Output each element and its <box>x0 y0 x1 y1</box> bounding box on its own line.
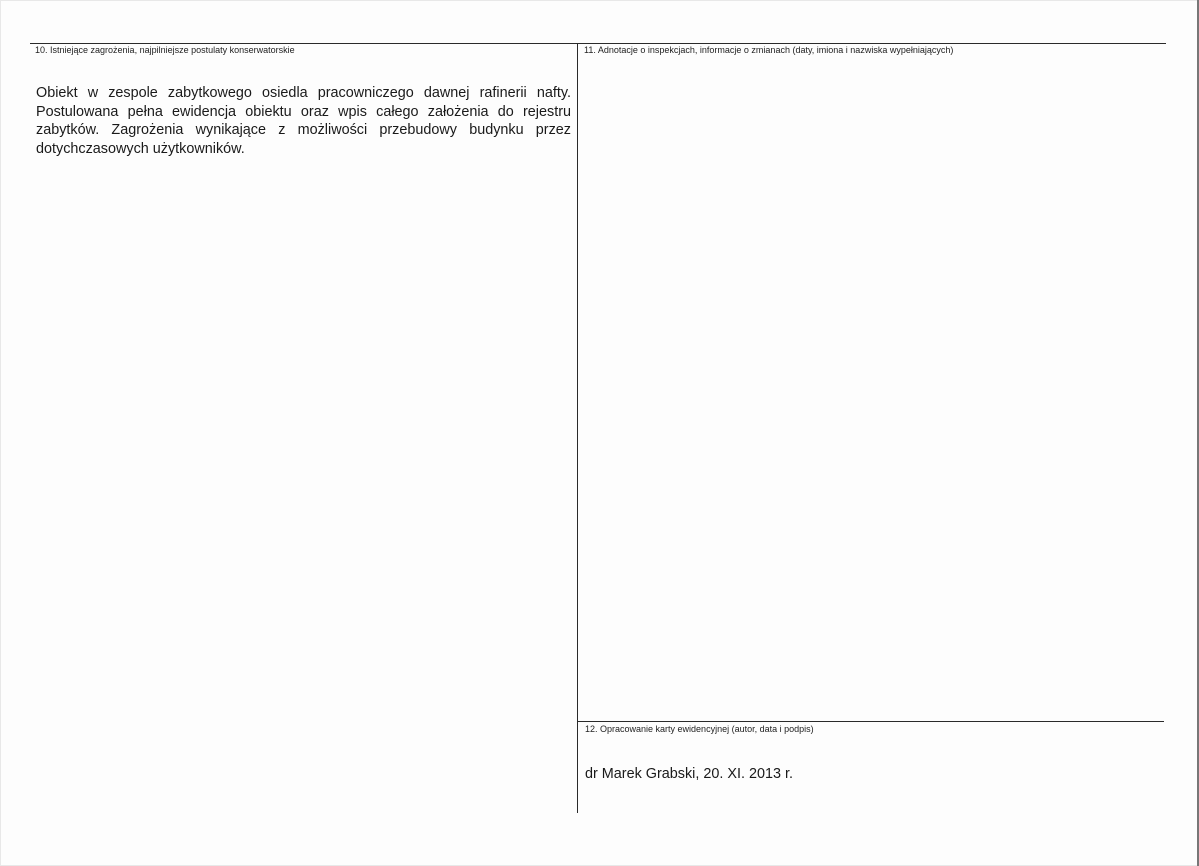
section-11-heading: 11. Adnotacje o inspekcjach, informacje o zmianach (daty, imiona i nazwiska wypełniających) <box>584 45 954 55</box>
section-10-line: dotychczasowych użytkowników. <box>36 140 245 157</box>
section-10-line: zabytków. Zagrożenia wynikające z możliwości przebudowy budynku przez <box>36 122 571 138</box>
section-12-rule <box>577 721 1164 722</box>
section-10-line: Obiekt w zespole zabytkowego osiedla pracowniczego dawnej rafinerii nafty. <box>36 85 571 101</box>
section-10-line: Postulowana pełna ewidencja obiektu oraz wpis całego założenia do rejestru <box>36 103 571 120</box>
section-12-heading: 12. Opracowanie karty ewidencyjnej (autor, data i podpis) <box>585 724 814 734</box>
column-divider <box>577 43 578 813</box>
top-rule <box>30 43 1166 44</box>
section-10-heading: 10. Istniejące zagrożenia, najpilniejsze postulaty konserwatorskie <box>35 45 295 55</box>
section-10-body <box>36 84 571 158</box>
author-signature-line: dr Marek Grabski, 20. XI. 2013 r. <box>585 766 793 782</box>
